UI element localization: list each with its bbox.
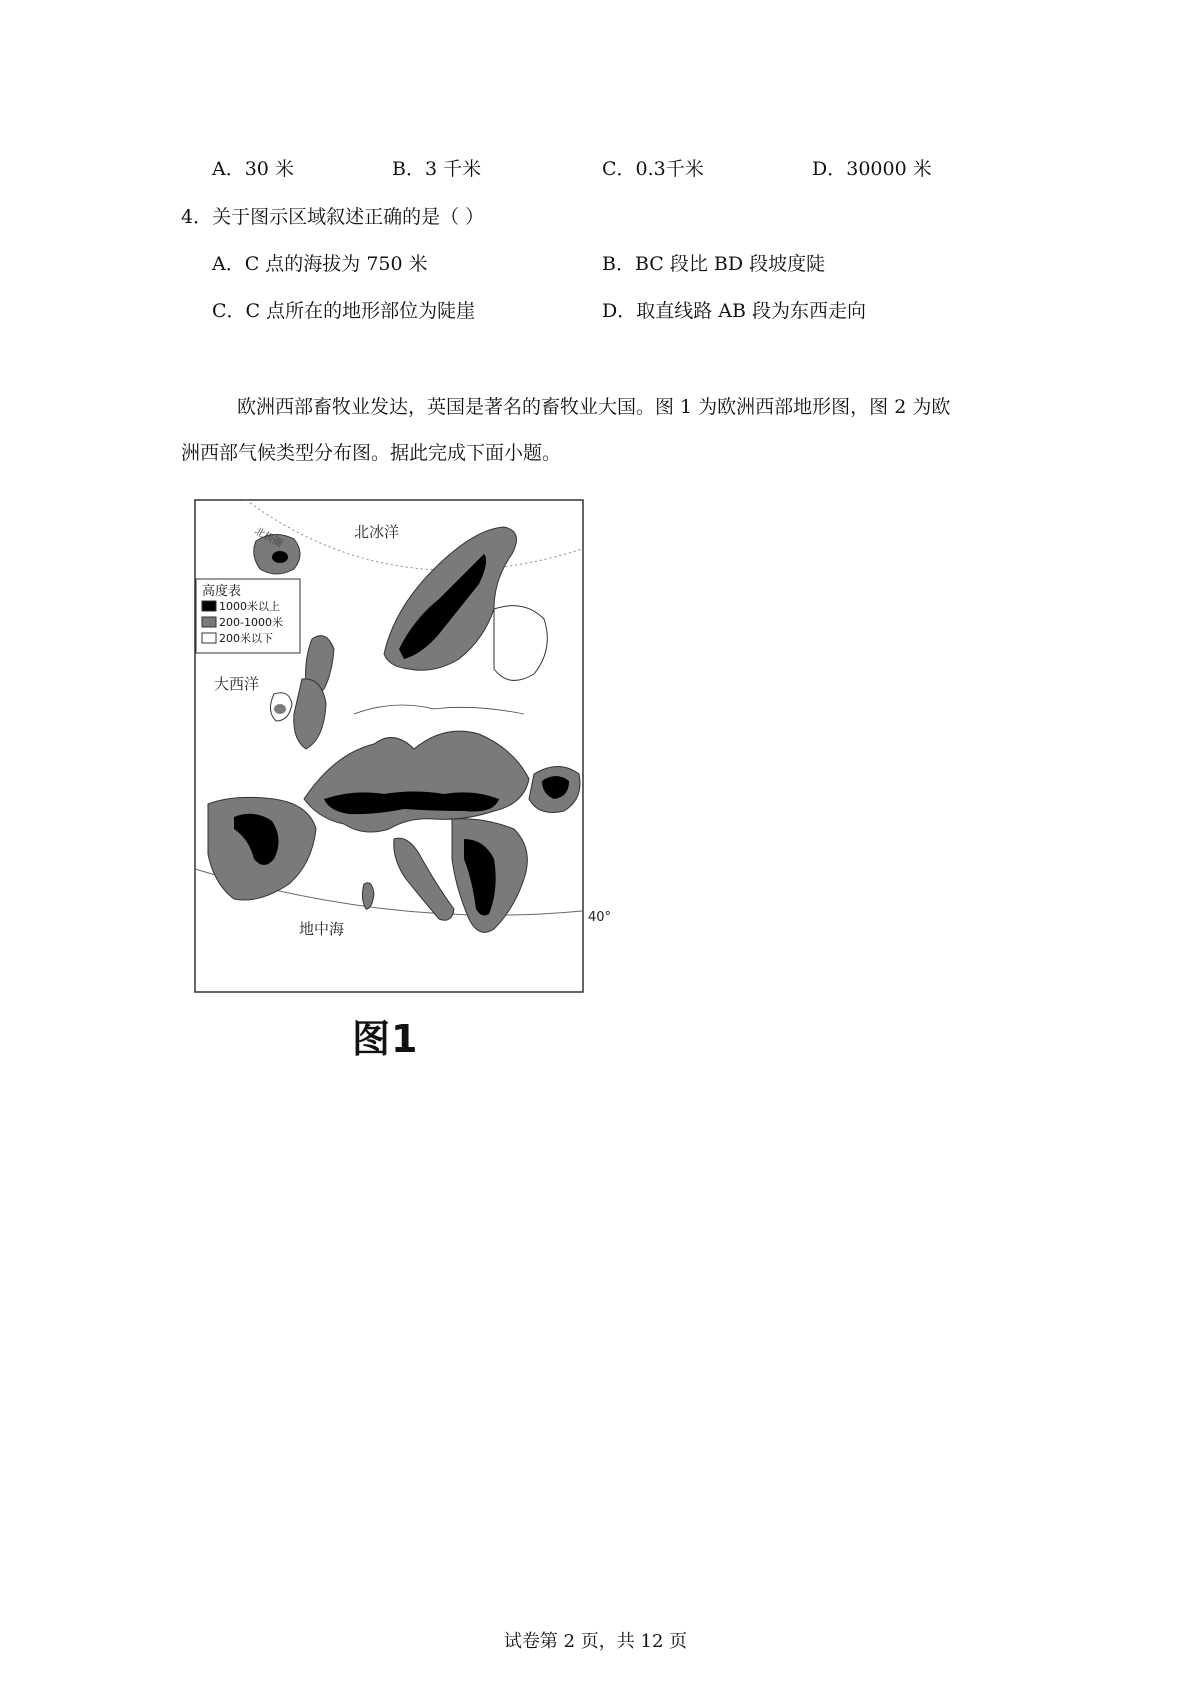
elevation-legend [196, 579, 300, 653]
europe-terrain-map [194, 499, 624, 1001]
passage-line-1: 欧洲西部畜牧业发达，英国是著名的畜牧业大国。图 1 为欧洲西部地形图，图 2 为欧 [237, 396, 951, 418]
q3-option-d: D．30000 米 [812, 158, 932, 180]
q3-option-a: A．30 米 [212, 158, 294, 180]
legend-label-mid: 200-1000米 [219, 616, 283, 629]
page-footer: 试卷第 2 页，共 12 页 [503, 1631, 688, 1652]
figure-caption: 图1 [352, 1017, 419, 1061]
iceland-highland [272, 551, 288, 563]
mediterranean-label: 地中海 [299, 920, 345, 938]
legend-swatch-mid [202, 617, 216, 627]
q4-option-a: A．C 点的海拔为 750 米 [212, 253, 428, 275]
latitude-label: 40° [588, 910, 612, 925]
q4-stem: 4．关于图示区域叙述正确的是（ ） [181, 206, 485, 228]
legend-swatch-high [202, 601, 216, 611]
legend-swatch-low [202, 633, 216, 643]
passage [181, 384, 1021, 476]
q3-option-c: C．0.3千米 [602, 158, 704, 180]
q4-option-d: D．取直线路 AB 段为东西走向 [602, 300, 866, 322]
q4-option-b: B．BC 段比 BD 段坡度陡 [602, 253, 826, 275]
atlantic-label: 大西洋 [214, 675, 260, 693]
arctic-circle-label: 北极圈 [252, 525, 285, 550]
q3-option-b: B．3 千米 [392, 158, 482, 180]
q4-option-c: C．C 点所在的地形部位为陡崖 [212, 300, 476, 322]
legend-label-high: 1000米以上 [219, 600, 280, 613]
legend-title: 高度表 [202, 584, 242, 599]
passage-line-2: 洲西部气候类型分布图。据此完成下面小题。 [181, 442, 562, 464]
ireland-hill [274, 704, 286, 714]
arctic-ocean-label: 北冰洋 [354, 523, 400, 541]
legend-label-low: 200米以下 [219, 632, 273, 645]
